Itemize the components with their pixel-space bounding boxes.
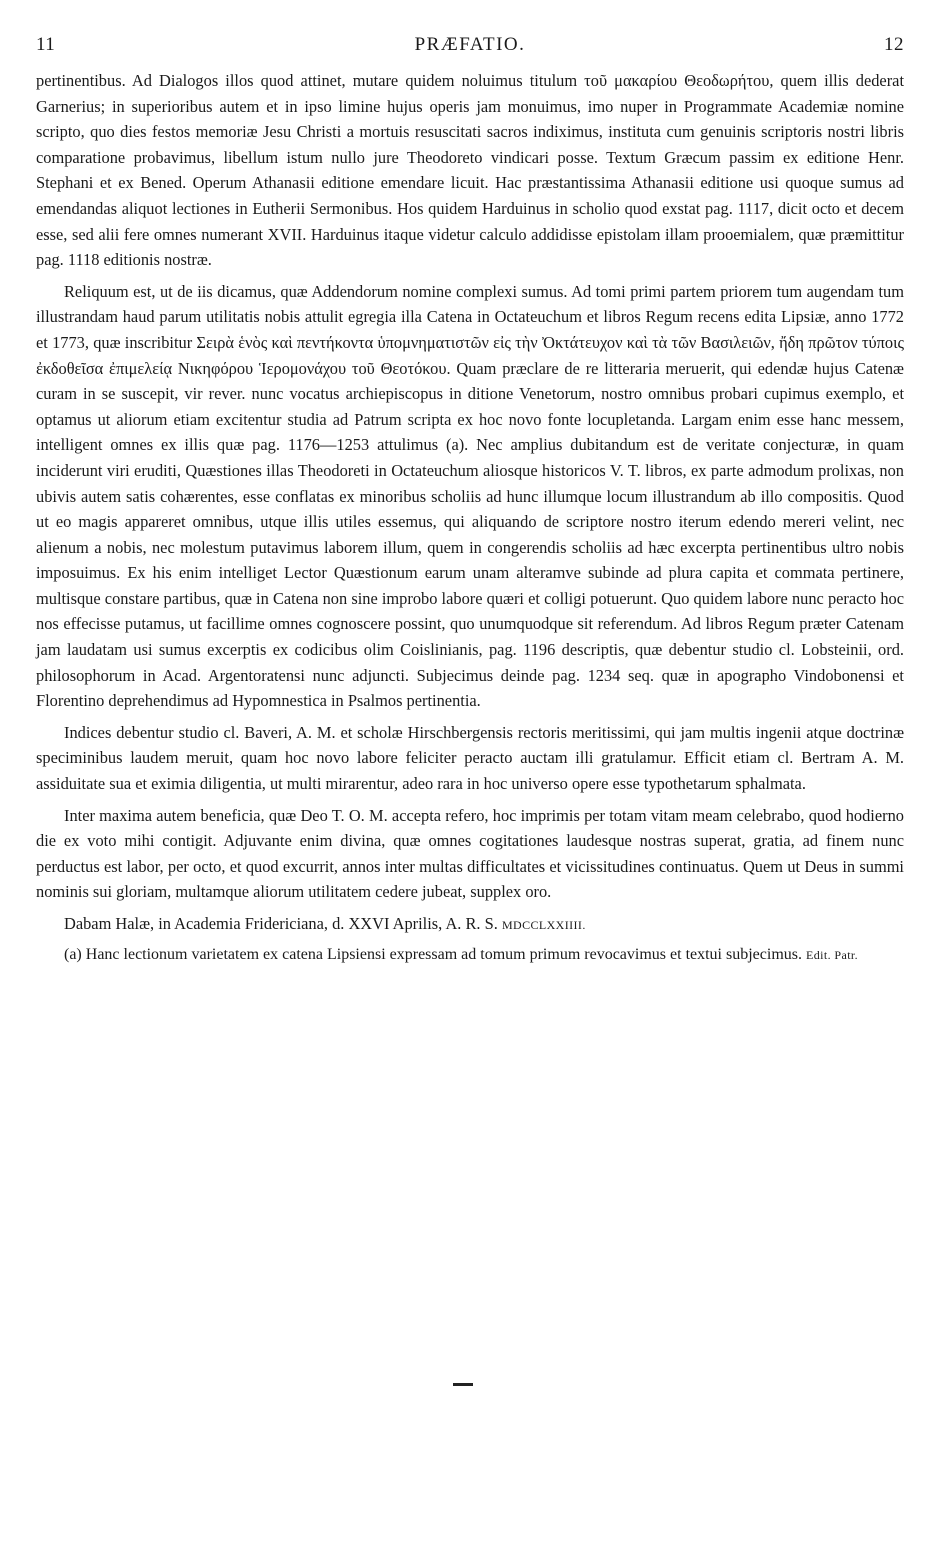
footnote-signature: Edit. Patr.: [806, 947, 859, 962]
paragraph-indices: Indices debentur studio cl. Baveri, A. M. et scholæ Hirschbergensis rectoris meritissimi, qui jam multis ingenii atque doctrinæ speciminibus laudem meruit, quam hoc novo labore feliciter peracto auctam illi gratulamur. Efficit etiam cl. Bertram A. M. assiduitate sua et eximia diligentia, ut multi mirarentur, adeo rara in hoc universo opere esse typothetarum sphalmata.: [36, 722, 904, 794]
dating-year: MDCCLXXIIII.: [501, 918, 586, 932]
paragraph-continuation: pertinentibus. Ad Dialogos illos quod attinet, mutare quidem noluimus titulum τοῦ μακαρίου Θεοδωρήτου, quem illis dederat Garnerius; in superioribus autem et in ipso limine hujus operis jam monuimus, imo nuper in Programmate Academiæ nomine scripto, quo dies festos memoriæ Jesu Christi a mortuis resuscitati sacros indiximus, instituta cum genuinis scriptoris nostri libris comparatione probavimus, libellum istum nullo jure Theodoreto vindicari posse. Textum Græcum passim ex editione Henr. Stephani et ex Bened. Operum Athanasii editione emendare licuit. Hac præstantissima Athanasii editione usi quoque sumus ad emendandas aliquot lectiones in Eutherii Sermonibus. Hos quidem Harduinus in scholio quod exstat pag. 1117, dicit octo et decem esse, sed alii fere omnes numerant XVII. Harduinus itaque videtur calculo addidisse epistolam illam prooemialem, quæ præmittitur pag. 1118 editionis nostræ.: [36, 71, 904, 270]
running-header: [36, 34, 904, 64]
paragraph-addenda: Reliquum est, ut de iis dicamus, quæ Addendorum nomine complexi sumus. Ad tomi primi partem priorem tum augendam tum illustrandam haud parum utilitatis nobis attulit egregia illa Catena in Octateuchum et libros Regum recens edita Lipsiæ, anno 1772 et 1773, quæ inscribitur Σειρὰ ἑνὸς καὶ πεντήκοντα ὑπομνηματιστῶν εἰς τὴν Ὀκτάτευχον καὶ τὰ τῶν Βασιλειῶν, ἤδη πρῶτον τύποις ἐκδοθεῖσα ἐπιμελείᾳ Νικηφόρου Ἱερομονάχου τοῦ Θεοτόκου. Quam præclare de re litteraria meruerit, qui edendæ hujus Catenæ curam in se suscepit, vir rever. nunc vocatus archiepiscopus in ditione Venetorum, nostro omnibus probari cupimus exemplo, et optamus ut aliorum etiam excitentur studia ad Patrum scripta ex hoc novo fonte locupletanda. Largam enim esse hanc messem, intelligent omnes ex illis quæ pag. 1176—1253 attulimus (a). Nec amplius dubitandum est de veritate conjecturæ, in quam inciderunt viri eruditi, Quæstiones illas Theodoreti in Octateuchum aliosque historicos V. T. libros, ex parte admodum prolixas, non ubivis autem satis cohærentes, esse conflatas ex minoribus scholiis ad hunc illumque locum illustrandum ab illo compositis. Quod ut eo magis appareret omnibus, utque illis utiles essemus, qui aliquando de scriptore nostro iterum edendo mereri velint, nec alienum a nobis, nec molestum putavimus laborem illum, quem in congerendis scholiis ad hæc excerpta pertinentibus ultro nobis imposuimus. Ex his enim intelliget Lector Quæstionum earum unam alteramve subinde ad plura capita et commata pertinere, multisque constare partibus, quæ in Catena non sine improbo labore quæri et colligi potuerunt. Quo quidem labore nunc peracto hoc nos effecisse putamus, ut facillime omnes cognoscere possint, quo unumquodque sit referendum. Ad libros Regum præter Catenam jam laudatam usi sumus excerptis ex codicibus olim Coislinianis, pag. 1196 descriptis, quæ debentur studio cl. Lobsteinii, ord. philosophorum in Acad. Argentoratensi nunc adjuncti. Subjecimus deinde pag. 1234 seq. quæ in apographo Vindobonensi et Florentino deprehendimus ad Hypomnestica in Psalmos pertinentia.: [36, 281, 904, 711]
main-text: [36, 68, 904, 971]
page-number-left: 11: [36, 34, 56, 55]
footnote: [36, 945, 904, 965]
dating-line: [36, 911, 904, 939]
page-number-right: 12: [884, 34, 904, 55]
running-title: PRÆFATIO.: [414, 34, 526, 55]
end-rule: [453, 1383, 473, 1386]
dating-text: Dabam Halæ, in Academia Fridericiana, d. XXVI Aprilis, A. R. S.: [64, 914, 498, 933]
paragraph-thanks: Inter maxima autem beneficia, quæ Deo T. O. M. accepta refero, hoc imprimis per totam vitam meam celebrabo, quod hodierno die ex voto mihi contigit. Adjuvante enim divina, quæ omnes cogitationes laudesque nostras superat, gratia, ad finem nunc perductus est labor, per octo, et quod excurrit, annos inter multas difficultates et vicissitudines continuatus. Quem ut Deus in summi nominis sui gloriam, multamque aliorum utilitatem cedere jubeat, supplex oro.: [36, 805, 904, 902]
footnote-text: (a) Hanc lectionum varietatem ex catena Lipsiensi expressam ad tomum primum revocavimus et textui subjecimus.: [64, 945, 802, 963]
